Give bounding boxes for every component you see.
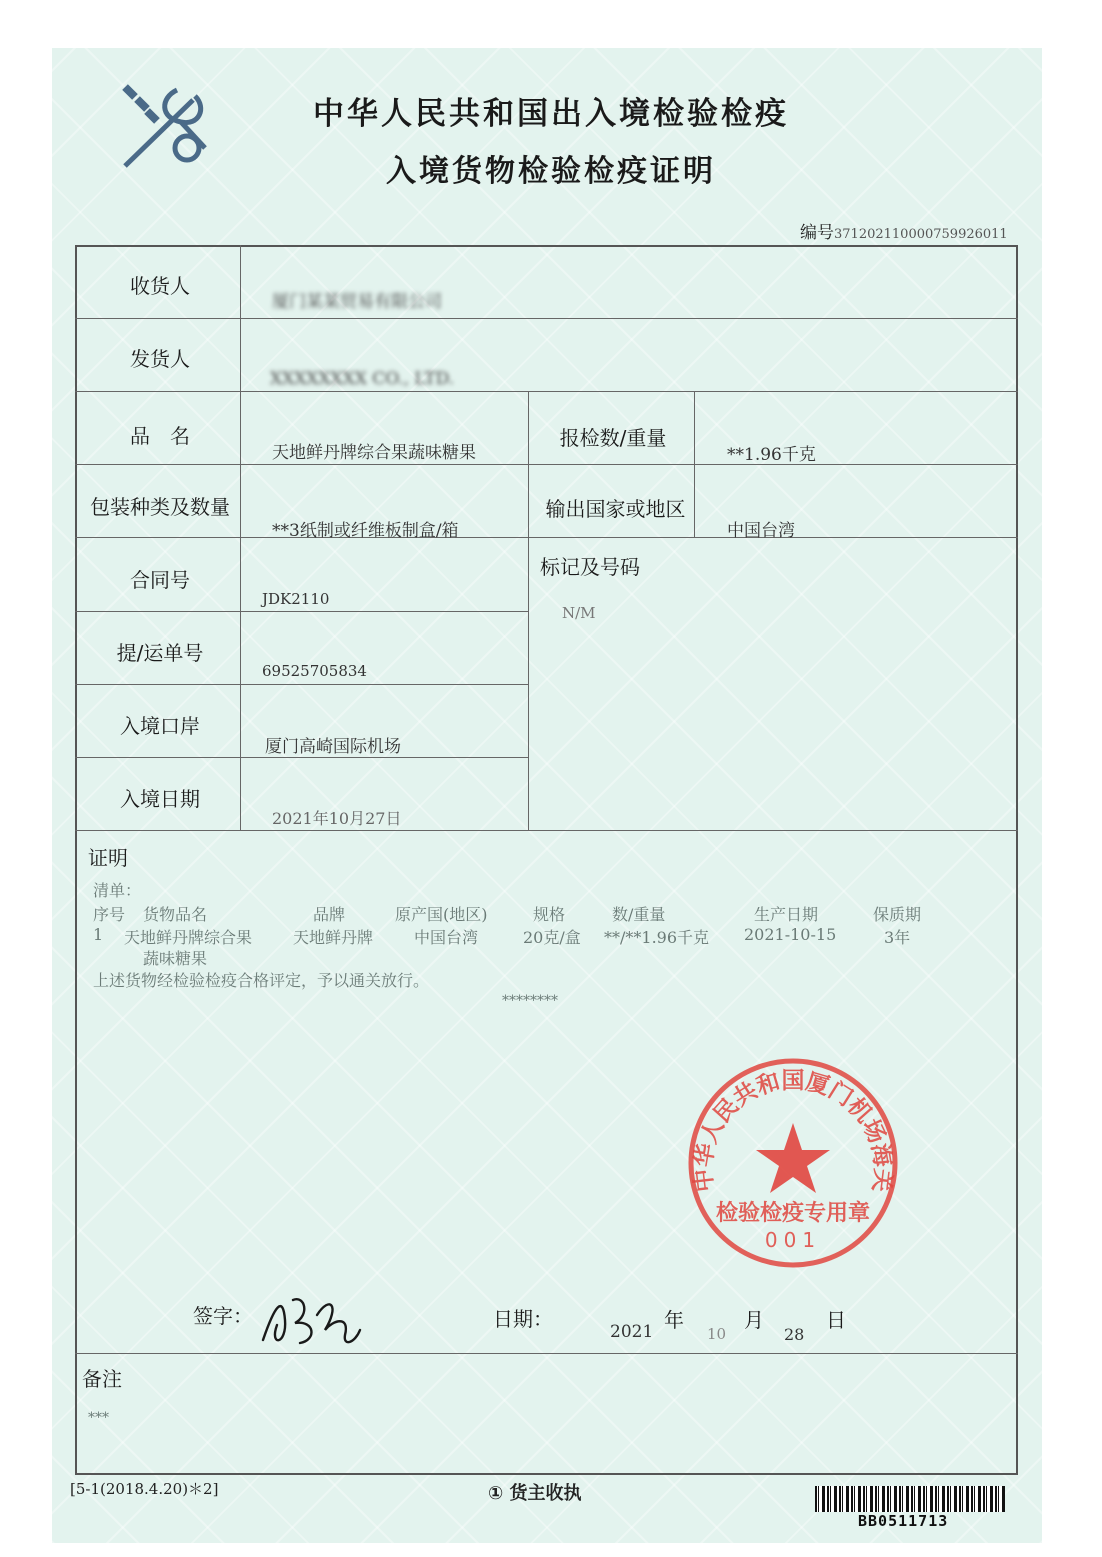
header-spec: 规格: [533, 905, 566, 924]
contract-label: 合同号: [130, 568, 190, 592]
copy-label: ① 货主收执: [488, 1483, 582, 1504]
bl-value: 69525705834: [262, 662, 367, 680]
row-brand: 天地鲜丹牌: [293, 928, 374, 947]
serial-value: 371202110000759926011: [834, 227, 1008, 242]
row-goods-cont: 蔬味糖果: [143, 949, 208, 968]
packing-value: **3纸制或纤维板制盒/箱: [272, 521, 459, 541]
serial-label: 编号: [800, 223, 834, 243]
marks-label: 标记及号码: [540, 555, 640, 579]
remarks-value: ***: [88, 1410, 109, 1426]
row-shelf-life: 3年: [884, 928, 911, 947]
svg-text:001: 001: [764, 1228, 822, 1252]
row-seq: 1: [93, 925, 104, 944]
certificate-label: 证明: [88, 846, 128, 870]
header-origin: 原产国(地区): [395, 905, 488, 924]
barcode-text: BB0511713: [858, 1512, 949, 1530]
marks-value: N/M: [562, 604, 596, 622]
packing-label: 包装种类及数量: [90, 495, 230, 519]
document-title: 中华人民共和国出入境检验检疫: [313, 96, 789, 132]
barcode-icon: [815, 1486, 1005, 1512]
handwritten-signature: [255, 1285, 365, 1355]
header-brand: 品牌: [313, 905, 346, 924]
day-label: 日: [826, 1308, 846, 1332]
remarks-label: 备注: [82, 1367, 122, 1391]
contract-value: JDK2110: [262, 590, 330, 608]
consignee-label: 收货人: [130, 274, 190, 298]
year-label: 年: [664, 1308, 684, 1332]
quantity-label: 报检数/重量: [559, 426, 667, 450]
bl-label: 提/运单号: [116, 641, 204, 665]
row-prod-date: 2021-10-15: [744, 925, 837, 944]
header-shelf-life: 保质期: [873, 905, 922, 924]
header-goods: 货物品名: [143, 905, 208, 924]
svg-text:检验检疫专用章: 检验检疫专用章: [715, 1201, 871, 1226]
serial-number: [800, 218, 1008, 243]
row-goods: 天地鲜丹牌综合果: [124, 928, 253, 947]
quantity-value: **1.96千克: [727, 445, 816, 465]
sign-label: 签字：: [193, 1304, 253, 1328]
svg-text:中华人民共和国厦门机场海关: 中华人民共和国厦门机场海关: [690, 1068, 896, 1194]
header-seq: 序号: [93, 905, 126, 924]
product-label: 品 名: [130, 424, 190, 448]
consignee-value: 厦门某某贸易有限公司: [272, 292, 442, 312]
entry-date-value: 2021年10月27日: [272, 809, 402, 828]
port-value: 厦门高崎国际机场: [265, 737, 401, 757]
header-prod-date: 生产日期: [754, 905, 819, 924]
official-seal-stamp: [683, 1053, 903, 1273]
port-label: 入境口岸: [120, 714, 200, 738]
header-qty: 数/重量: [612, 905, 666, 924]
origin-label: 输出国家或地区: [545, 497, 686, 521]
sign-month: 10: [707, 1325, 727, 1343]
product-value: 天地鲜丹牌综合果蔬味糖果: [272, 443, 476, 463]
certificate-statement: 上述货物经检验检疫合格评定，予以通关放行。: [93, 971, 430, 990]
consignor-value: XXXXXXXX CO., LTD.: [270, 369, 455, 389]
certificate-stars: ********: [502, 993, 558, 1009]
row-qty: **/**1.96千克: [604, 928, 710, 947]
month-label: 月: [744, 1308, 764, 1332]
sign-year: 2021: [610, 1322, 654, 1342]
document-subtitle: 入境货物检验检疫证明: [386, 154, 716, 189]
consignor-label: 发货人: [130, 347, 190, 371]
row-spec: 20克/盒: [523, 928, 581, 947]
sign-day: 28: [784, 1325, 805, 1344]
entry-date-label: 入境日期: [120, 787, 200, 811]
form-code: [5-1(2018.4.20)＊2]: [70, 1480, 219, 1498]
origin-value: 中国台湾: [727, 521, 795, 541]
row-origin: 中国台湾: [414, 928, 479, 947]
date-label: 日期：: [493, 1307, 553, 1331]
list-title: 清单：: [93, 881, 142, 900]
